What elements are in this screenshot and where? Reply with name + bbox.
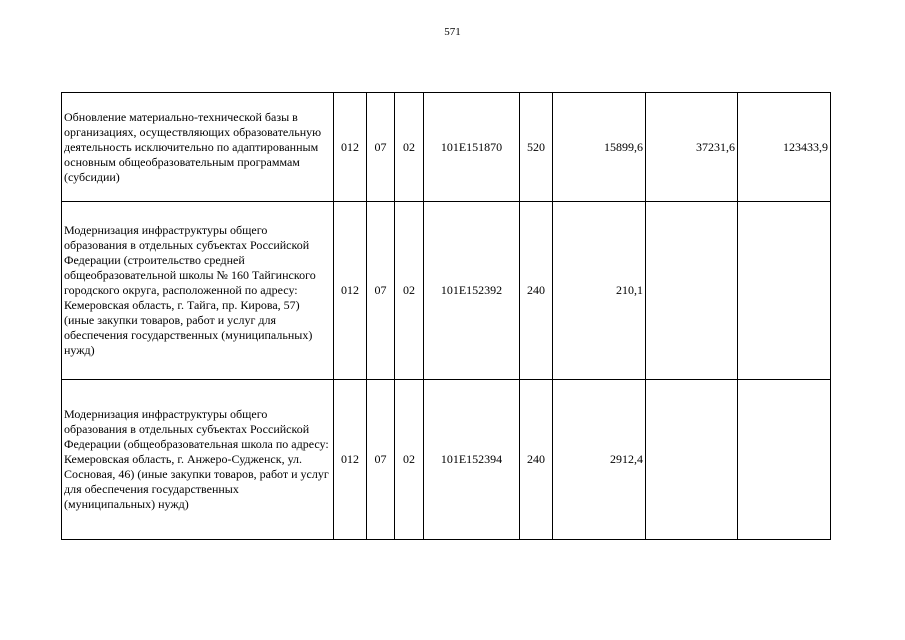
ministry-code-cell: 012 [334,93,367,202]
subsection-code-cell: 02 [395,202,424,380]
amount-2-cell [646,380,738,540]
amount-1-cell: 210,1 [553,202,646,380]
target-article-cell: 101Е151870 [424,93,520,202]
section-code-cell: 07 [367,380,395,540]
table-row [62,93,831,202]
amount-2-cell: 37231,6 [646,93,738,202]
amount-1-cell: 2912,4 [553,380,646,540]
amount-2-cell [646,202,738,380]
budget-table [61,92,831,540]
amount-1-cell: 15899,6 [553,93,646,202]
section-code-cell: 07 [367,93,395,202]
table-row [62,380,831,540]
row-name-cell: Обновление материально-технической базы в организациях, осуществляющих образовательную деятельность исключительно по адаптированным основным общеобразовательным программам (субсидии) [62,93,334,202]
expense-type-cell: 240 [520,202,553,380]
expense-type-cell: 240 [520,380,553,540]
row-name-cell: Модернизация инфраструктуры общего образования в отдельных субъектах Российской Федерации (общеобразовательная школа по адресу: Кемеровская область, г. Анжеро-Судженск, ул. Сосновая, 46) (иные закупки товаров, работ и услуг для обеспечения государственных (муниципальных) нужд) [62,380,334,540]
amount-3-cell [738,202,831,380]
ministry-code-cell: 012 [334,380,367,540]
target-article-cell: 101Е152392 [424,202,520,380]
subsection-code-cell: 02 [395,380,424,540]
row-name-cell: Модернизация инфраструктуры общего образования в отдельных субъектах Российской Федерации (строительство средней общеобразовательной школы № 160 Тайгинского городского округа, расположенной по адресу: Кемеровская область, г. Тайга, пр. Кирова, 57) (иные закупки товаров, работ и услуг для обеспечения государственных (муниципальных) нужд) [62,202,334,380]
section-code-cell: 07 [367,202,395,380]
subsection-code-cell: 02 [395,93,424,202]
page-number: 571 [444,26,461,38]
expense-type-cell: 520 [520,93,553,202]
amount-3-cell: 123433,9 [738,93,831,202]
target-article-cell: 101Е152394 [424,380,520,540]
ministry-code-cell: 012 [334,202,367,380]
amount-3-cell [738,380,831,540]
table-row [62,202,831,380]
